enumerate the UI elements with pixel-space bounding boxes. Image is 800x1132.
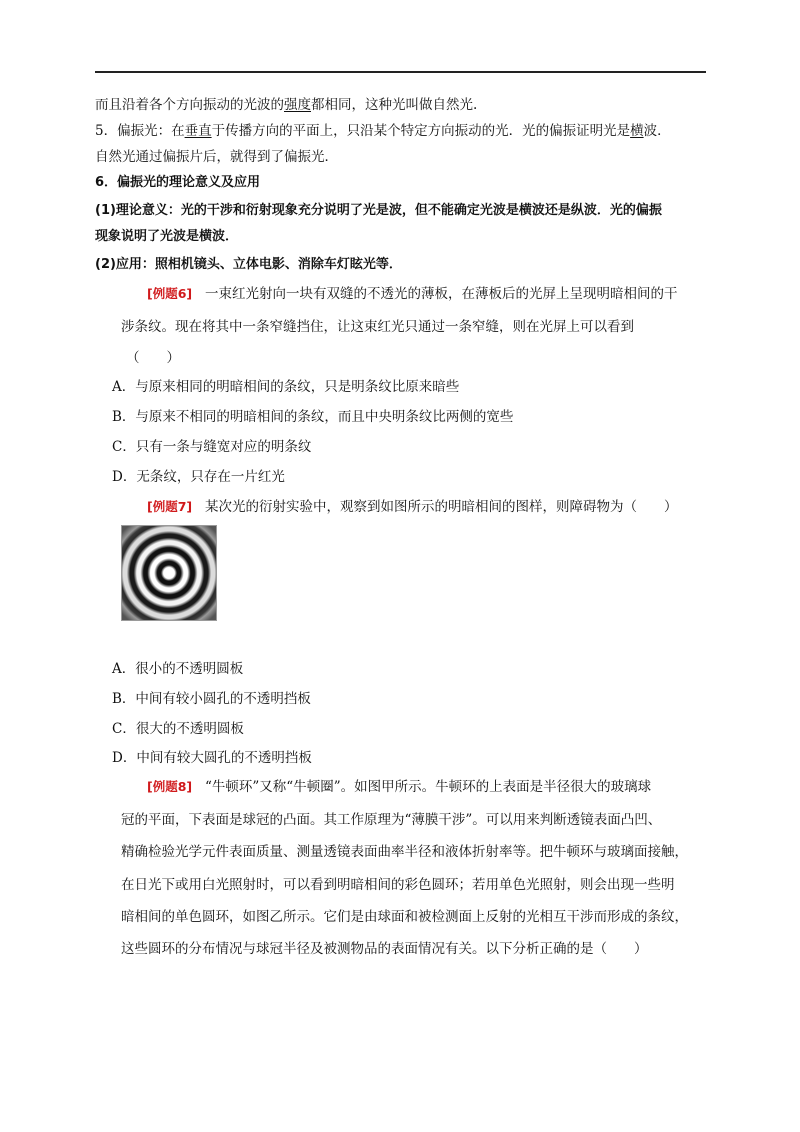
example8-line5: 暗相间的单色圆环，如图乙所示。它们是由球面和被检测面上反射的光相互干涉而形成的条纹， (121, 909, 688, 925)
example7-label: [例题7] (147, 499, 193, 514)
example7-option-d: D．中间有较大圆孔的不透明挡板 (112, 750, 312, 766)
example8-label: [例题8] (147, 779, 193, 794)
example6-option-d: D．无条纹，只存在一片红光 (112, 469, 285, 485)
paragraph-polarizer: 自然光通过偏振片后，就得到了偏振光． (95, 149, 338, 165)
example7-option-b: B．中间有较小圆孔的不透明挡板 (112, 691, 311, 707)
applications-line: (2)应用：照相机镜头、立体电影、消除车灯眩光等． (95, 257, 402, 272)
concentric-rings-icon (122, 526, 216, 620)
example6-option-b: B．与原来不相同的明暗相间的条纹，而且中央明条纹比两侧的宽些 (112, 409, 514, 425)
example8-line6: 这些圆环的分布情况与球冠半径及被测物品的表面情况有关。以下分析正确的是（ ） (121, 941, 648, 957)
example7-line1: [例题7] 某次光的衍射实验中，观察到如图所示的明暗相间的图样，则障碍物为（ ） (147, 499, 678, 515)
example6-label: [例题6] (147, 286, 193, 301)
theory-significance-line1: (1)理论意义：光的干涉和衍射现象充分说明了光是波，但不能确定光波是横波还是纵波．光的偏振 (95, 203, 662, 218)
header-rule (95, 71, 706, 73)
example8-line2: 冠的平面，下表面是球冠的凸面。其工作原理为“薄膜干涉”。可以用来判断透镜表面凸凹、 (121, 812, 662, 828)
example8-line1: [例题8] “牛顿环”又称“牛顿圈”。如图甲所示。牛顿环的上表面是半径很大的玻璃球 (147, 779, 652, 795)
example8-line4: 在日光下或用白光照射时，可以看到明暗相间的彩色圆环；若用单色光照射，则会出现一些明 (121, 877, 675, 893)
theory-significance-line2: 现象说明了光波是横波． (95, 229, 239, 244)
paragraph-polarized-light: 5．偏振光：在垂直于传播方向的平面上，只沿某个特定方向振动的光．光的偏振证明光是横波． (95, 123, 671, 139)
section-heading: 6．偏振光的理论意义及应用 (95, 175, 261, 190)
example7-option-a: A．很小的不透明圆板 (112, 661, 244, 677)
example6-line3: （ ） (126, 350, 180, 366)
example6-option-c: C．只有一条与缝宽对应的明条纹 (112, 439, 312, 455)
example8-line3: 精确检验光学元件表面质量、测量透镜表面曲率半径和液体折射率等。把牛顿环与玻璃面接触， (121, 844, 688, 860)
diffraction-rings-figure (121, 525, 217, 621)
example6-line2: 涉条纹。现在将其中一条窄缝挡住，让这束红光只通过一条窄缝，则在光屏上可以看到 (121, 319, 634, 335)
example6-line1: [例题6] 一束红光射向一块有双缝的不透光的薄板，在薄板后的光屏上呈现明暗相间的干 (147, 286, 678, 302)
paragraph-natural-light: 而且沿着各个方向振动的光波的强度都相同，这种光叫做自然光. (95, 97, 478, 113)
example6-option-a: A．与原来相同的明暗相间的条纹，只是明条纹比原来暗些 (112, 379, 460, 395)
example7-option-c: C．很大的不透明圆板 (112, 721, 244, 737)
